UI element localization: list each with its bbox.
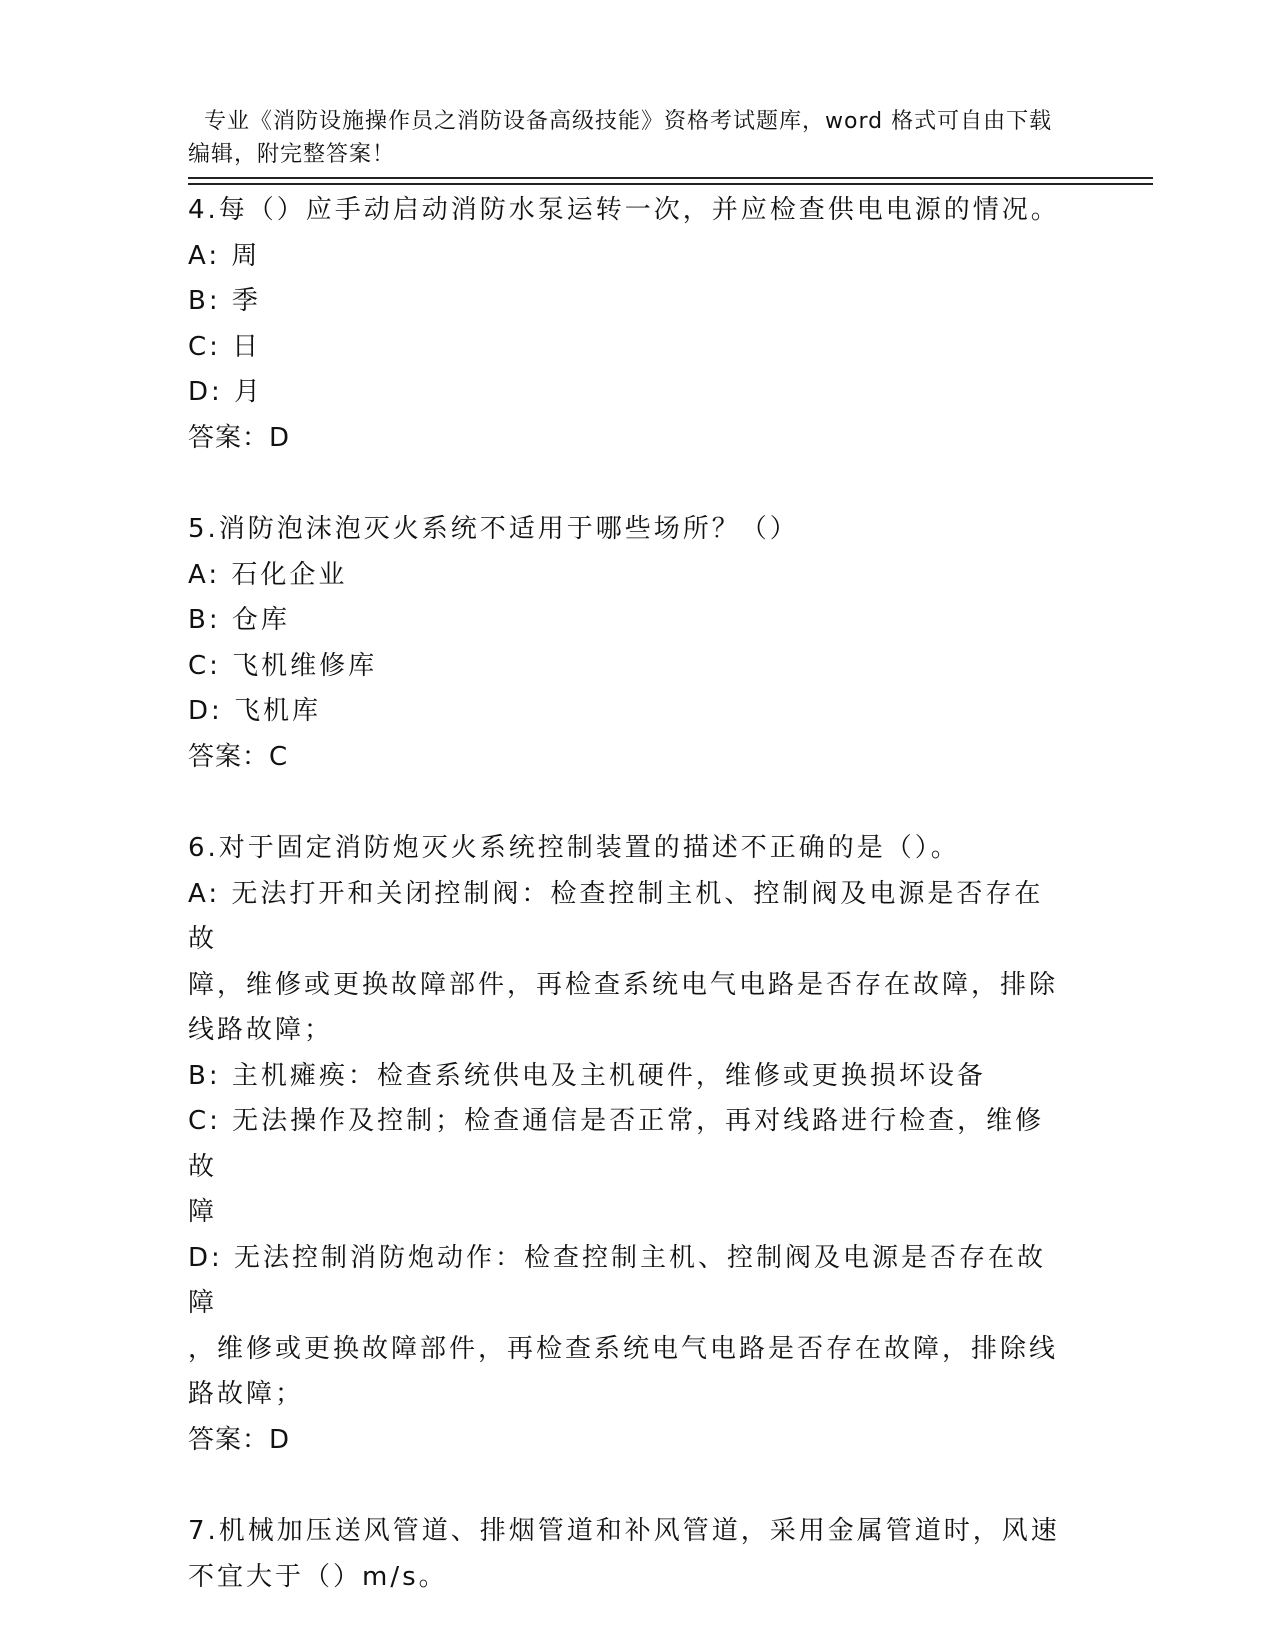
header-divider-bottom	[188, 183, 1153, 185]
header-divider-top	[188, 177, 1153, 179]
answer-option: D: 飞机库	[188, 696, 322, 726]
answer-option: 线路故障；	[188, 1015, 334, 1045]
question-block	[188, 826, 1068, 1463]
document-header	[188, 72, 1068, 171]
question-block	[188, 507, 1068, 780]
answer-option: ，维修或更换故障部件，再检查系统电气电路是否存在故障，排除线	[188, 1333, 1059, 1364]
header-text: 专业《消防设施操作员之消防设备高级技能》资格考试题库，word 格式可自由下载编辑，附完整答案！	[188, 109, 1053, 167]
answer-key: 答案：C	[188, 741, 289, 772]
question-list	[188, 188, 1068, 1646]
answer-option: 路故障；	[188, 1379, 305, 1409]
answer-option: C: 飞机维修库	[188, 650, 378, 681]
answer-option: D: 月	[188, 377, 264, 407]
question-stem: 7.机械加压送风管道、排烟管道和补风管道，采用金属管道时，风速	[188, 1516, 1060, 1546]
question-stem: 5.消防泡沫泡灭火系统不适用于哪些场所？（）	[188, 514, 799, 544]
answer-option: B: 季	[188, 286, 261, 316]
answer-key: 答案：D	[188, 1424, 291, 1455]
answer-option: C: 日	[188, 331, 262, 362]
question-stem: 6.对于固定消防炮灭火系统控制装置的描述不正确的是（）。	[188, 833, 960, 863]
answer-option: A: 无法打开和关闭控制阀：检查控制主机、控制阀及电源是否存在故	[188, 878, 1044, 954]
answer-option: D: 无法控制消防炮动作：检查控制主机、控制阀及电源是否存在故障	[188, 1242, 1047, 1318]
question-block	[188, 188, 1068, 461]
answer-option: 障，维修或更换故障部件，再检查系统电气电路是否存在故障，排除	[188, 969, 1059, 1000]
question-block	[188, 1509, 1068, 1600]
answer-option: A: 周	[188, 240, 261, 271]
answer-option: B: 主机瘫痪：检查系统供电及主机硬件，维修或更换损坏设备	[188, 1060, 986, 1091]
question-stem: 不宜大于（）m/s。	[188, 1561, 448, 1592]
answer-option: A: 石化企业	[188, 559, 348, 590]
answer-option: 障	[188, 1197, 218, 1227]
answer-key: 答案：D	[188, 422, 291, 453]
answer-option: C: 无法操作及控制；检查通信是否正常，再对线路进行检查，维修故	[188, 1106, 1045, 1182]
question-stem: 4.每（）应手动启动消防水泵运转一次，并应检查供电电源的情况。	[188, 195, 1060, 225]
answer-option: B: 仓库	[188, 605, 290, 635]
